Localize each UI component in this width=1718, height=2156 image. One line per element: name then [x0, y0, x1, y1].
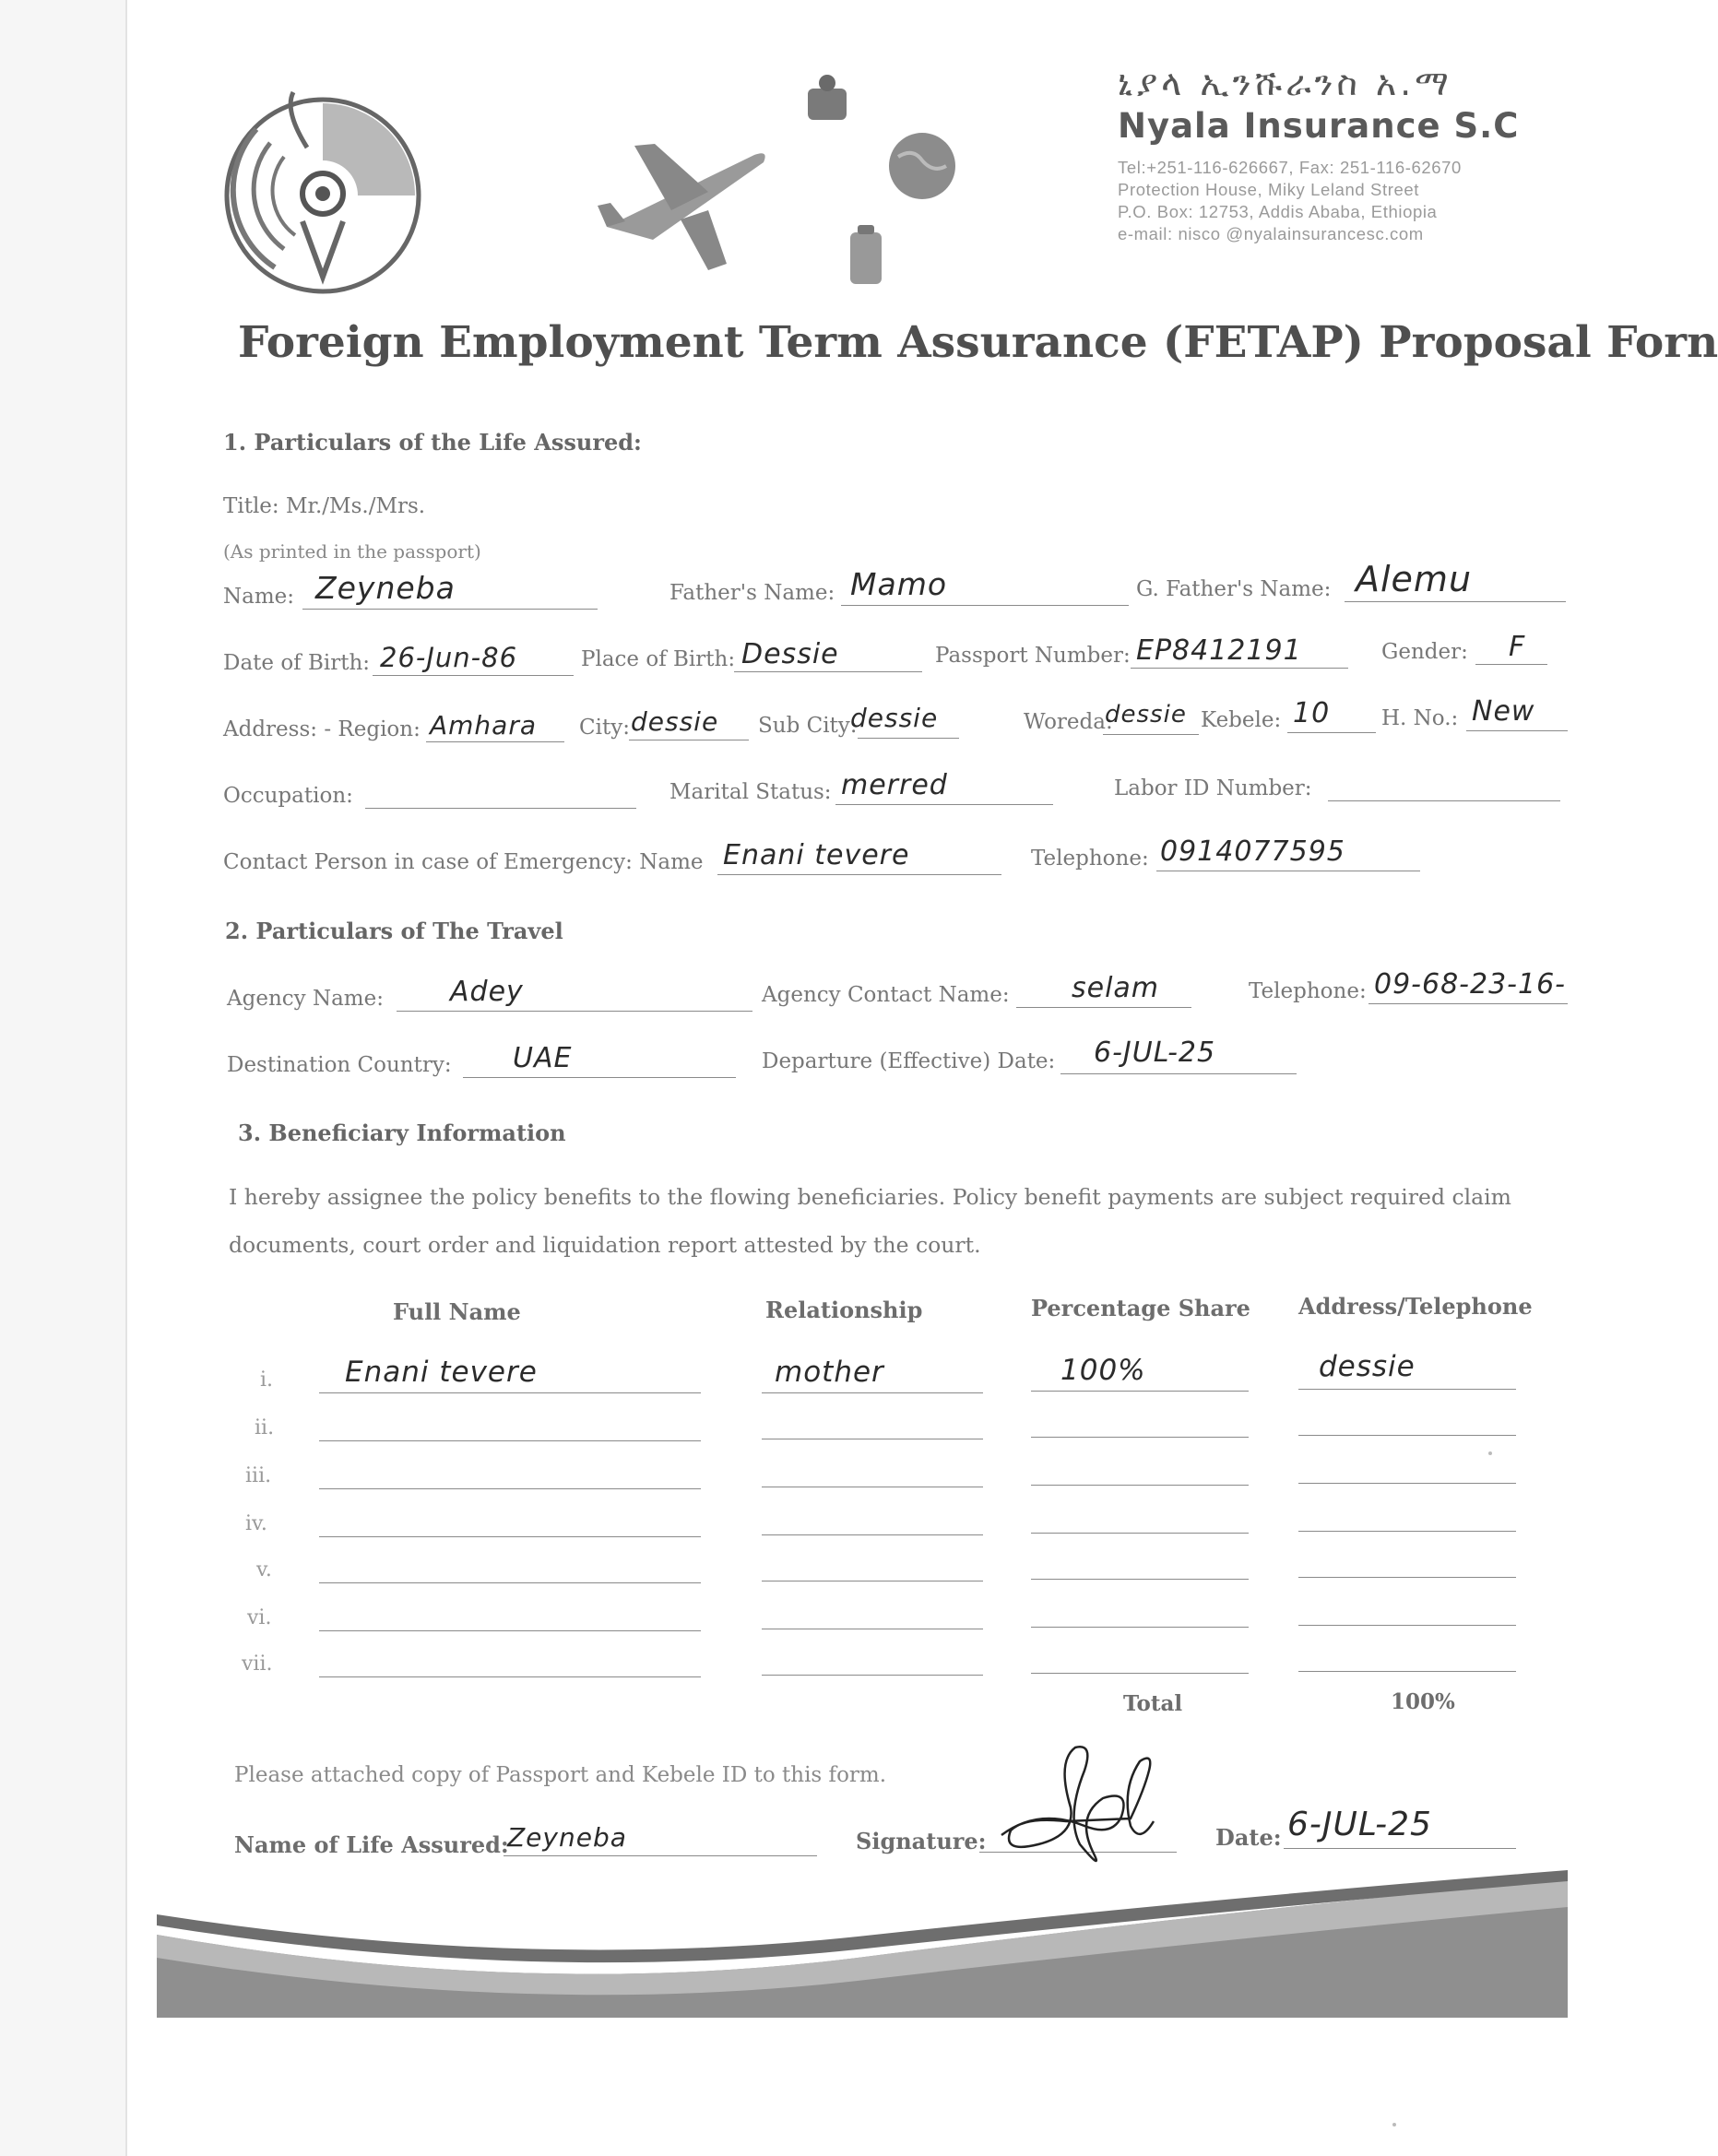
bag-icon: [845, 223, 887, 288]
row-relationship-line: [762, 1392, 983, 1393]
agency-name-label: Agency Name:: [227, 987, 384, 1011]
passport-note: (As printed in the passport): [223, 540, 481, 563]
passport-number-value[interactable]: EP8412191: [1136, 634, 1302, 667]
row-share-line[interactable]: [1031, 1485, 1249, 1486]
gender-line: [1475, 664, 1547, 665]
form-title: Foreign Employment Term Assurance (FETAP) Proposal Forn: [238, 317, 1718, 368]
company-amharic-name: ኒያላ ኢንሹራንስ አ.ማ: [1118, 63, 1452, 103]
row-address-line: [1298, 1389, 1516, 1390]
footer-wave: [157, 1870, 1568, 2018]
house-number-line: [1466, 730, 1568, 731]
row-address-line[interactable]: [1298, 1531, 1516, 1532]
name-value[interactable]: Zeyneba: [315, 570, 456, 606]
dob-value[interactable]: 26-Jun-86: [380, 642, 518, 673]
destination-country-line: [463, 1077, 736, 1078]
contact-line-phone: Tel:+251-116-626667, Fax: 251-116-62670: [1118, 158, 1462, 177]
life-assured-name-line: [504, 1855, 817, 1856]
row-number: i.: [260, 1368, 274, 1392]
column-percentage-share: Percentage Share: [1031, 1295, 1250, 1321]
father-name-value[interactable]: Mamo: [850, 566, 948, 602]
emergency-contact-line: [717, 874, 1001, 875]
date-value[interactable]: 6-JUL-25: [1287, 1806, 1432, 1843]
row-number: v.: [256, 1558, 272, 1581]
scan-edge: [0, 0, 127, 2156]
occupation-line[interactable]: [365, 808, 636, 809]
column-relationship: Relationship: [765, 1297, 923, 1323]
date-line: [1284, 1848, 1516, 1849]
row-name-line[interactable]: [319, 1630, 701, 1631]
row-share-line[interactable]: [1031, 1673, 1249, 1674]
agency-telephone-line: [1368, 1003, 1568, 1004]
passport-number-label: Passport Number:: [935, 644, 1131, 668]
contact-line-pobox: P.O. Box: 12753, Addis Ababa, Ethiopia: [1118, 202, 1438, 221]
kebele-label: Kebele:: [1201, 708, 1282, 732]
row-name-line[interactable]: [319, 1536, 701, 1537]
company-name: Nyala Insurance S.C: [1118, 106, 1520, 146]
total-label: Total: [1123, 1691, 1183, 1716]
row-share-line[interactable]: [1031, 1437, 1249, 1438]
scan-speck: [1488, 1451, 1492, 1455]
contact-line-street: Protection House, Miky Leland Street: [1118, 180, 1420, 199]
emergency-contact-label: Contact Person in case of Emergency: Name: [223, 850, 704, 874]
house-number-value[interactable]: New: [1472, 695, 1535, 728]
total-value: 100%: [1391, 1689, 1455, 1714]
subcity-value[interactable]: dessie: [850, 703, 939, 733]
row-address-line[interactable]: [1298, 1671, 1516, 1672]
region-line: [426, 741, 564, 742]
departure-date-label: Departure (Effective) Date:: [762, 1049, 1056, 1073]
region-label: Address: - Region:: [223, 717, 421, 741]
row-share-line: [1031, 1391, 1249, 1392]
row-address-line[interactable]: [1298, 1625, 1516, 1626]
row-share-line[interactable]: [1031, 1533, 1249, 1534]
row-number: vii.: [242, 1653, 273, 1676]
agency-name-line: [397, 1011, 752, 1012]
globe-icon: [885, 129, 959, 203]
woreda-line: [1103, 734, 1199, 735]
row-name-line[interactable]: [319, 1676, 701, 1677]
woreda-label: Woreda:: [1024, 710, 1113, 734]
house-number-label: H. No.:: [1381, 706, 1459, 730]
beneficiary-address-value[interactable]: dessie: [1319, 1350, 1416, 1383]
marital-status-value[interactable]: merred: [841, 769, 948, 801]
column-full-name: Full Name: [393, 1298, 521, 1325]
row-name-line[interactable]: [319, 1440, 701, 1441]
row-number: iv.: [245, 1512, 267, 1535]
gfather-name-line: [1345, 601, 1566, 602]
emergency-contact-value[interactable]: Enani tevere: [723, 839, 910, 871]
gender-label: Gender:: [1381, 640, 1468, 664]
attach-note: Please attached copy of Passport and Kebele ID to this form.: [234, 1763, 887, 1787]
emergency-telephone-label: Telephone:: [1031, 847, 1149, 871]
section2-heading: 2. Particulars of The Travel: [225, 918, 563, 944]
departure-date-value[interactable]: 6-JUL-25: [1094, 1037, 1216, 1069]
name-line: [302, 609, 598, 610]
father-name-line: [841, 605, 1129, 606]
marital-status-line: [835, 804, 1053, 805]
airplane-icon: [598, 118, 773, 275]
departure-date-line: [1060, 1073, 1297, 1074]
row-name-line: [319, 1392, 701, 1393]
company-contact: [1118, 157, 1570, 245]
section3-heading: 3. Beneficiary Information: [238, 1119, 566, 1146]
passport-number-line: [1131, 668, 1348, 669]
row-relationship-line[interactable]: [762, 1675, 983, 1676]
occupation-label: Occupation:: [223, 784, 353, 808]
beneficiary-paragraph-line2: documents, court order and liquidation report attested by the court.: [229, 1232, 981, 1258]
nyala-logo-icon: [219, 92, 427, 300]
labor-id-label: Labor ID Number:: [1114, 776, 1312, 800]
beneficiary-name-value[interactable]: Enani tevere: [345, 1356, 538, 1389]
dob-line: [373, 675, 574, 676]
subcity-line: [858, 738, 959, 739]
row-relationship-line[interactable]: [762, 1534, 983, 1535]
scan-speck: [1392, 2123, 1396, 2126]
agency-telephone-value[interactable]: 09-68-23-16-: [1374, 968, 1566, 1001]
beneficiary-relationship-value[interactable]: mother: [775, 1356, 884, 1389]
agency-telephone-label: Telephone:: [1249, 979, 1367, 1003]
destination-country-value[interactable]: UAE: [513, 1042, 573, 1074]
emergency-telephone-value[interactable]: 0914077595: [1160, 835, 1345, 868]
signature-icon[interactable]: [983, 1734, 1167, 1872]
row-number: ii.: [255, 1416, 275, 1439]
woreda-value[interactable]: dessie: [1105, 701, 1187, 729]
row-number: iii.: [245, 1464, 272, 1487]
gfather-name-label: G. Father's Name:: [1136, 577, 1332, 601]
dob-label: Date of Birth:: [223, 651, 371, 675]
contact-line-email: e-mail: nisco @nyalainsurancesc.com: [1118, 224, 1424, 243]
person-bag-icon: [804, 72, 850, 124]
title-label: Title: Mr./Ms./Mrs.: [223, 494, 426, 518]
company-block: [1118, 63, 1570, 245]
row-name-line[interactable]: [319, 1582, 701, 1583]
beneficiary-paragraph-line1: I hereby assignee the policy benefits to the flowing beneficiaries. Policy benefit payments are subject required claim: [229, 1184, 1511, 1210]
city-value[interactable]: dessie: [631, 706, 719, 737]
row-address-line[interactable]: [1298, 1435, 1516, 1436]
signature-label: Signature:: [856, 1828, 987, 1854]
name-label: Name:: [223, 585, 295, 609]
kebele-value[interactable]: 10: [1293, 697, 1331, 729]
beneficiary-share-value[interactable]: 100%: [1060, 1354, 1146, 1387]
pob-line: [734, 671, 922, 672]
kebele-line: [1287, 732, 1376, 733]
life-assured-name-label: Name of Life Assured:: [234, 1831, 509, 1858]
pob-label: Place of Birth:: [581, 647, 736, 671]
row-address-line[interactable]: [1298, 1483, 1516, 1484]
row-name-line[interactable]: [319, 1488, 701, 1489]
date-label: Date:: [1215, 1824, 1282, 1851]
agency-contact-line: [1016, 1007, 1191, 1008]
agency-contact-value[interactable]: selam: [1072, 972, 1160, 1004]
row-share-line[interactable]: [1031, 1579, 1249, 1580]
destination-country-label: Destination Country:: [227, 1053, 452, 1077]
row-address-line[interactable]: [1298, 1577, 1516, 1578]
scan-edge-line: [125, 0, 127, 2156]
row-share-line[interactable]: [1031, 1627, 1249, 1628]
marital-status-label: Marital Status:: [669, 780, 832, 804]
father-name-label: Father's Name:: [669, 581, 835, 605]
agency-name-value[interactable]: Adey: [450, 976, 524, 1008]
life-assured-name-value[interactable]: Zeyneba: [507, 1822, 627, 1853]
agency-contact-label: Agency Contact Name:: [762, 983, 1010, 1007]
labor-id-line[interactable]: [1328, 800, 1560, 801]
city-label: City:: [579, 716, 630, 740]
section1-heading: 1. Particulars of the Life Assured:: [223, 429, 642, 456]
row-number: vi.: [247, 1606, 272, 1629]
column-address-telephone: Address/Telephone: [1298, 1293, 1533, 1320]
gender-value[interactable]: F: [1509, 631, 1526, 663]
subcity-label: Sub City:: [758, 714, 858, 738]
gfather-name-value[interactable]: Alemu: [1356, 559, 1473, 599]
pob-value[interactable]: Dessie: [741, 638, 839, 670]
region-value[interactable]: Amhara: [430, 710, 538, 740]
